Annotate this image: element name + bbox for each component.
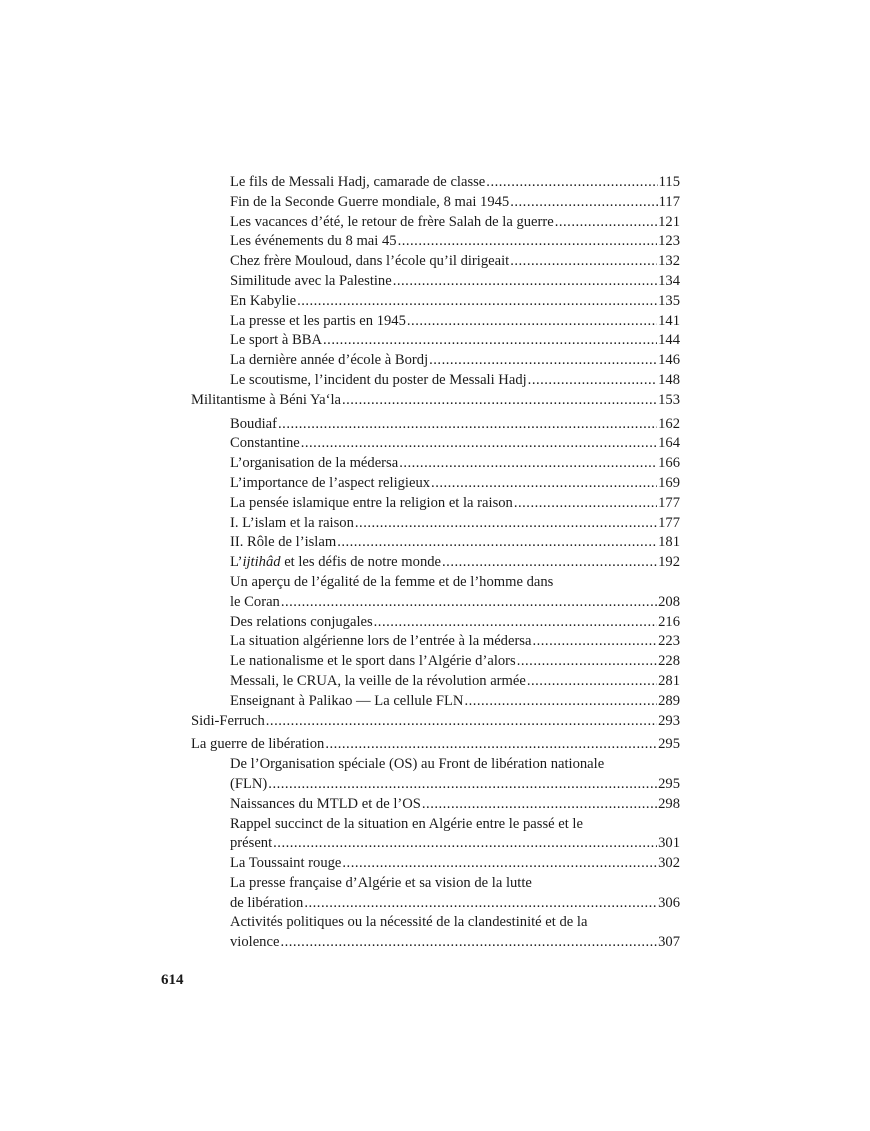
toc-page-number: 302 — [658, 855, 680, 872]
toc-entry-title: violence — [230, 934, 280, 951]
toc-entry-line — [230, 474, 680, 494]
toc-entry-title: Naissances du MTLD et de l’OS — [230, 795, 421, 812]
toc-section-entry — [191, 434, 680, 454]
toc-entry-line — [230, 632, 680, 652]
toc-section-entry — [191, 331, 680, 351]
toc-entry-line — [230, 692, 680, 712]
toc-entry-title: le Coran — [230, 593, 280, 610]
toc-page-number: 164 — [658, 435, 680, 452]
toc-entry-line — [230, 533, 680, 553]
toc-page-number: 295 — [658, 736, 680, 753]
toc-entry-title: Des relations conjugales — [230, 613, 373, 630]
toc-entry-title: présent — [230, 835, 273, 852]
toc-entry-line — [230, 312, 680, 332]
dot-leader — [442, 553, 657, 573]
toc-page-number: 177 — [658, 494, 680, 511]
toc-page-number: 162 — [658, 415, 680, 432]
dot-leader — [407, 312, 657, 332]
toc-section-entry — [191, 533, 680, 553]
toc-entry-line — [230, 272, 680, 292]
toc-page-number: 117 — [658, 193, 680, 210]
dot-leader — [486, 173, 657, 193]
toc-entry-title: Militantisme à Béni Ya‘la — [191, 391, 341, 408]
toc-page-number: 177 — [658, 514, 680, 531]
toc-entry-line — [230, 193, 680, 213]
toc-entry-title: Activités politiques ou la nécessité de la clandestinité et de la — [230, 914, 588, 931]
dot-leader — [280, 933, 657, 953]
table-of-contents — [191, 173, 680, 953]
dot-leader — [297, 292, 657, 312]
dot-leader — [422, 795, 657, 815]
toc-entry-line — [230, 514, 680, 534]
toc-entry-title: Fin de la Seconde Guerre mondiale, 8 mai 1945 — [230, 193, 510, 210]
toc-section-entry — [191, 652, 680, 672]
toc-page-number: 289 — [658, 692, 680, 709]
toc-entry-title: (FLN) — [230, 775, 268, 792]
toc-section-entry — [191, 514, 680, 534]
toc-entry-line — [230, 252, 680, 272]
dot-leader — [268, 775, 657, 795]
toc-entry-line — [230, 834, 680, 854]
toc-entry-line — [230, 213, 680, 233]
toc-page-number: 144 — [658, 332, 680, 349]
toc-section-entry — [191, 312, 680, 332]
toc-entry-title: Les vacances d’été, le retour de frère Salah de la guerre — [230, 213, 554, 230]
toc-entry-title: La situation algérienne lors de l’entrée à la médersa — [230, 633, 532, 650]
toc-entry-title: Les événements du 8 mai 45 — [230, 233, 397, 250]
dot-leader — [399, 454, 657, 474]
dot-leader — [301, 434, 657, 454]
toc-entry-line — [230, 775, 680, 795]
toc-page-number: 307 — [658, 934, 680, 951]
toc-entry-title: Un aperçu de l’égalité de la femme et de l’homme dans — [230, 573, 554, 590]
toc-entry-line — [230, 672, 680, 692]
toc-entry-line — [230, 593, 680, 613]
toc-chapter-entry — [191, 391, 680, 411]
dot-leader — [304, 894, 657, 914]
toc-section-entry — [191, 252, 680, 272]
dot-leader — [431, 474, 657, 494]
toc-section-entry — [191, 232, 680, 252]
dot-leader — [555, 213, 657, 233]
toc-section-entry — [191, 573, 680, 613]
toc-page-number: 301 — [658, 835, 680, 852]
toc-entry-line — [230, 494, 680, 514]
toc-entry-title: II. Rôle de l’islam — [230, 534, 337, 551]
toc-section-entry — [191, 632, 680, 652]
toc-entry-line — [230, 415, 680, 435]
toc-entry-line — [230, 331, 680, 351]
toc-page-number: 134 — [658, 272, 680, 289]
toc-page-number: 298 — [658, 795, 680, 812]
toc-entry-title: Le sport à BBA — [230, 332, 323, 349]
toc-section-entry — [191, 193, 680, 213]
toc-section-entry — [191, 415, 680, 435]
dot-leader — [337, 533, 657, 553]
toc-entry-title: L’importance de l’aspect religieux — [230, 474, 431, 491]
toc-page-number: 223 — [658, 633, 680, 650]
toc-section-entry — [191, 292, 680, 312]
toc-section-entry — [191, 874, 680, 914]
toc-section-entry — [191, 854, 680, 874]
dot-leader — [517, 652, 657, 672]
toc-section-entry — [191, 672, 680, 692]
toc-entry-line — [191, 712, 680, 732]
toc-entry-line — [230, 894, 680, 914]
dot-leader — [342, 391, 657, 411]
toc-entry-line — [230, 652, 680, 672]
toc-chapter-entry — [191, 735, 680, 755]
dot-leader — [325, 735, 657, 755]
toc-entry-line — [230, 371, 680, 391]
dot-leader — [281, 593, 657, 613]
toc-page-number: 135 — [658, 292, 680, 309]
toc-entry-line — [191, 735, 680, 755]
dot-leader — [393, 272, 657, 292]
toc-section-entry — [191, 454, 680, 474]
toc-entry-line — [230, 854, 680, 874]
dot-leader — [273, 834, 657, 854]
toc-entry-title: Similitude avec la Palestine — [230, 272, 392, 289]
toc-entry-line — [230, 454, 680, 474]
toc-entry-title: Le nationalisme et le sport dans l’Algérie d’alors — [230, 653, 516, 670]
toc-section-entry — [191, 692, 680, 712]
toc-section-entry — [191, 613, 680, 633]
toc-section-entry — [191, 474, 680, 494]
toc-entry-line — [230, 351, 680, 371]
toc-entry-title: L’ijtihâd et les défis de notre monde — [230, 554, 442, 571]
toc-page-number: 132 — [658, 253, 680, 270]
toc-entry-title: La pensée islamique entre la religion et la raison — [230, 494, 513, 511]
toc-entry-line — [230, 434, 680, 454]
toc-entry-line — [230, 292, 680, 312]
dot-leader — [278, 415, 657, 435]
dot-leader — [355, 514, 657, 534]
toc-entry-title: Messali, le CRUA, la veille de la révolution armée — [230, 672, 526, 689]
toc-page-number: 295 — [658, 775, 680, 792]
toc-entry-title: En Kabylie — [230, 292, 297, 309]
toc-page-number: 148 — [658, 371, 680, 388]
toc-entry-line — [230, 795, 680, 815]
dot-leader — [510, 252, 657, 272]
toc-page-number: 121 — [658, 213, 680, 230]
toc-entry-title: Le scoutisme, l’incident du poster de Messali Hadj — [230, 371, 527, 388]
toc-section-entry — [191, 815, 680, 855]
toc-page-number: 192 — [658, 554, 680, 571]
toc-chapter-entry — [191, 712, 680, 732]
toc-entry-line — [230, 933, 680, 953]
toc-page-number: 141 — [658, 312, 680, 329]
toc-entry-title: Sidi-Ferruch — [191, 712, 265, 729]
toc-page-number: 228 — [658, 653, 680, 670]
dot-leader — [527, 672, 657, 692]
toc-entry-title: de libération — [230, 894, 304, 911]
dot-leader — [266, 712, 657, 732]
toc-page-number: 216 — [658, 613, 680, 630]
toc-entry-title: Boudiaf — [230, 415, 278, 432]
toc-entry-line — [191, 391, 680, 411]
toc-entry-title: Rappel succinct de la situation en Algérie entre le passé et le — [230, 815, 583, 832]
toc-entry-line — [230, 173, 680, 193]
dot-leader — [429, 351, 657, 371]
toc-page-number: 146 — [658, 352, 680, 369]
toc-page-number: 123 — [658, 233, 680, 250]
toc-page-number: 306 — [658, 894, 680, 911]
toc-page-number: 181 — [658, 534, 680, 551]
toc-entry-line — [230, 553, 680, 573]
toc-page-number: 115 — [658, 174, 680, 190]
toc-section-entry — [191, 351, 680, 371]
dot-leader — [323, 331, 657, 351]
toc-page-number: 208 — [658, 593, 680, 610]
toc-page-number: 153 — [658, 391, 680, 408]
dot-leader — [342, 854, 657, 874]
toc-entry-title: La guerre de libération — [191, 736, 325, 753]
toc-entry-title: Enseignant à Palikao — La cellule FLN — [230, 692, 464, 709]
dot-leader — [532, 632, 657, 652]
toc-page-number: 281 — [658, 672, 680, 689]
toc-section-entry — [191, 553, 680, 573]
toc-entry-title: La presse française d’Algérie et sa vision de la lutte — [230, 874, 532, 891]
toc-section-entry — [191, 213, 680, 233]
toc-entry-title: La presse et les partis en 1945 — [230, 312, 406, 329]
dot-leader — [510, 193, 657, 213]
dot-leader — [374, 613, 657, 633]
toc-entry-title: Chez frère Mouloud, dans l’école qu’il dirigeait — [230, 253, 510, 270]
toc-section-entry — [191, 494, 680, 514]
toc-section-entry — [191, 272, 680, 292]
dot-leader — [464, 692, 657, 712]
toc-entry-title: Le fils de Messali Hadj, camarade de classe — [230, 174, 486, 190]
toc-entry-title: Constantine — [230, 435, 300, 452]
toc-entry-title: De l’Organisation spéciale (OS) au Front de libération nationale — [230, 756, 605, 773]
toc-section-entry — [191, 371, 680, 391]
toc-page-number: 166 — [658, 455, 680, 472]
toc-entry-line — [230, 613, 680, 633]
toc-page-number: 293 — [658, 712, 680, 729]
toc-section-entry — [191, 795, 680, 815]
toc-section-entry — [191, 913, 680, 953]
toc-entry-title: La Toussaint rouge — [230, 855, 342, 872]
dot-leader — [514, 494, 657, 514]
dot-leader — [398, 232, 658, 252]
toc-section-entry — [191, 173, 680, 193]
toc-page-number: 169 — [658, 474, 680, 491]
toc-section-entry — [191, 755, 680, 795]
page-number: 614 — [161, 972, 184, 988]
toc-entry-title: I. L’islam et la raison — [230, 514, 354, 531]
toc-entry-title: L’organisation de la médersa — [230, 455, 399, 472]
toc-entry-line — [230, 232, 680, 252]
dot-leader — [528, 371, 657, 391]
toc-entry-title: La dernière année d’école à Bordj — [230, 352, 429, 369]
